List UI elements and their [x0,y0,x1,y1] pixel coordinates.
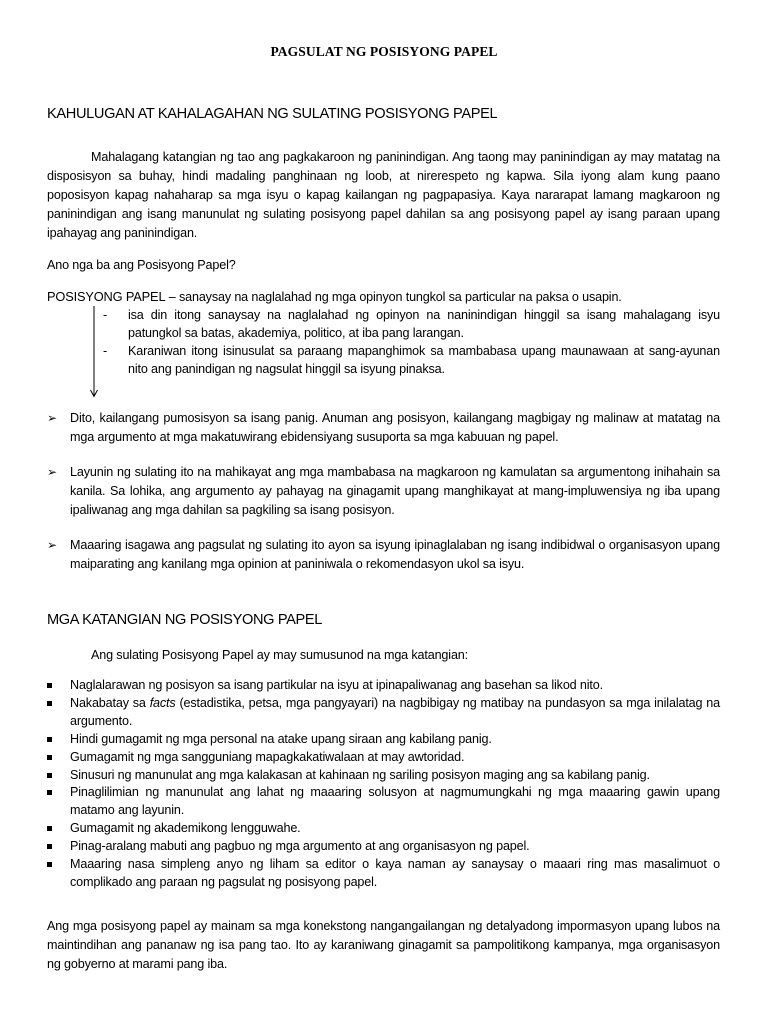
square-bullet-icon [47,755,52,760]
square-bullet-icon [47,826,52,831]
closing-paragraph: Ang mga posisyong papel ay mainam sa mga konekstong nangangailangan ng detalyadong impormasyon upang lubos na maintindihan ang pananaw ng isa pang tao. Ito ay karaniwang ginagamit sa pampolitikong kampanya, mga organisasyon ng gobyerno at marami pang iba. [47,919,720,971]
defined-term: POSISYONG PAPEL [47,289,166,304]
list-item: Maaaring nasa simpleng anyo ng liham sa editor o kaya naman ay sanaysay o maaari ring mas masalimuot o complikado ang paraan ng pagsulat ng posisyong papel. [47,856,720,892]
square-bullet-icon [47,683,52,688]
arrow-bullet-icon: ➢ [47,465,57,479]
definition-dash-list [100,306,720,378]
square-bullet-icon [47,844,52,849]
section-heading-katangian: MGA KATANGIAN NG POSISYONG PAPEL [47,612,323,628]
down-arrow-icon [90,306,98,398]
arrow-bullet-icon: ➢ [47,411,57,425]
list-item: - Karaniwan itong isinusulat sa paraang mapanghimok sa mambabasa upang maunawaan at sang-ayunan nito ang panindigan ng nagsulat hinggil sa isyung pinaksa. [103,344,720,376]
definition-line [47,287,720,307]
dash-marker: - [103,308,108,322]
list-item: Gumagamit ng akademikong lengguwahe. [47,820,720,838]
question-line: Ano nga ba ang Posisyong Papel? [47,258,236,272]
square-bullet-icon [47,790,52,795]
square-bullet-icon [47,773,52,778]
square-bullet-icon [47,737,52,742]
list-item: Pinaglilimian ng manunulat ang lahat ng maaaring solusyon at nagmumungkahi ng mga maaaring gawin upang matamo ang layunin. [47,784,720,820]
list-item: Nakabatay sa facts (estadistika, petsa, mga pangyayari) na nagbibigay ng matibay na pundasyon sa mga inilalatag na argumento. [47,695,720,731]
list-item: ➢ Layunin ng sulating ito na mahikayat ang mga mambabasa na magkaroon ng kamulatan sa argumentong inihahain sa kanila. Sa lohika, ang argumento ay pahayag na ginagamit upang manghikayat at mang-impluwensiya ng iba upang ipaliwanag ang mga dahilan sa pagkiling sa isang posisyon. [47,465,720,517]
list-item: Pinag-aralang mabuti ang pagbuo ng mga argumento at ang organisasyon ng papel. [47,838,720,856]
intro-paragraph: Mahalagang katangian ng tao ang pagkakaroon ng paninindigan. Ang taong may paninindigan ay may matatag na disposisyon sa buhay, hindi madaling panghinaan ng loob, at nirerespeto ng kapwa. Sila iyong alam kung paano poposisyon kapag nahaharap sa mga isyu o kapag kailangan ng pagpapasiya. Kaya nararapat lamang magkaroon ng paninindigan ang isang manunulat ng sulating posisyong papel dahilan sa ang posisyong papel ay isang paraan upang ipahayag ang paninindigan. [47,150,720,240]
document-title: PAGSULAT NG POSISYONG PAPEL [270,44,498,59]
katangian-list [47,677,720,892]
list-item: ➢ Dito, kailangang pumosisyon sa isang panig. Anuman ang posisyon, kailangang magbigay ng malinaw at matatag na mga argumento at mga makatuwirang ebidensiyang susuporta sa mga kabuuan ng papel. [47,411,720,444]
dash-marker: - [103,344,108,358]
square-bullet-icon [47,701,52,706]
list-item: Gumagamit ng mga sangguniang mapagkakatiwalaan at may awtoridad. [47,749,720,767]
katangian-intro: Ang sulating Posisyong Papel ay may sumusunod na mga katangian: [91,648,468,662]
square-bullet-icon [47,862,52,867]
list-item: - isa din itong sanaysay na naglalahad ng opinyon na naninindigan hinggil sa isang mahalagang isyu patungkol sa batas, akademiya, politico, at iba pang larangan. [103,308,720,340]
definition-text: – sanaysay na naglalahad ng mga opinyon tungkol sa particular na paksa o usapin. [165,290,622,304]
arrow-bullet-icon: ➢ [47,538,57,552]
list-item: Hindi gumagamit ng mga personal na atake upang siraan ang kabilang panig. [47,731,720,749]
list-item: Naglalarawan ng posisyon sa isang partikular na isyu at ipinapaliwanag ang basehan sa likod nito. [47,677,720,695]
list-item: ➢ Maaaring isagawa ang pagsulat ng sulating ito ayon sa isyung ipinaglalaban ng isang indibidwal o organisasyon upang maiparating ang kanilang mga opinion at paniniwala o rekomendasyon ukol sa isyu. [47,538,720,571]
section-heading-kahulugan: KAHULUGAN AT KAHALAGAHAN NG SULATING POSISYONG PAPEL [47,106,498,122]
list-item: Sinusuri ng manunulat ang mga kalakasan at kahinaan ng sariling posisyon maging ang sa kabilang panig. [47,767,720,785]
